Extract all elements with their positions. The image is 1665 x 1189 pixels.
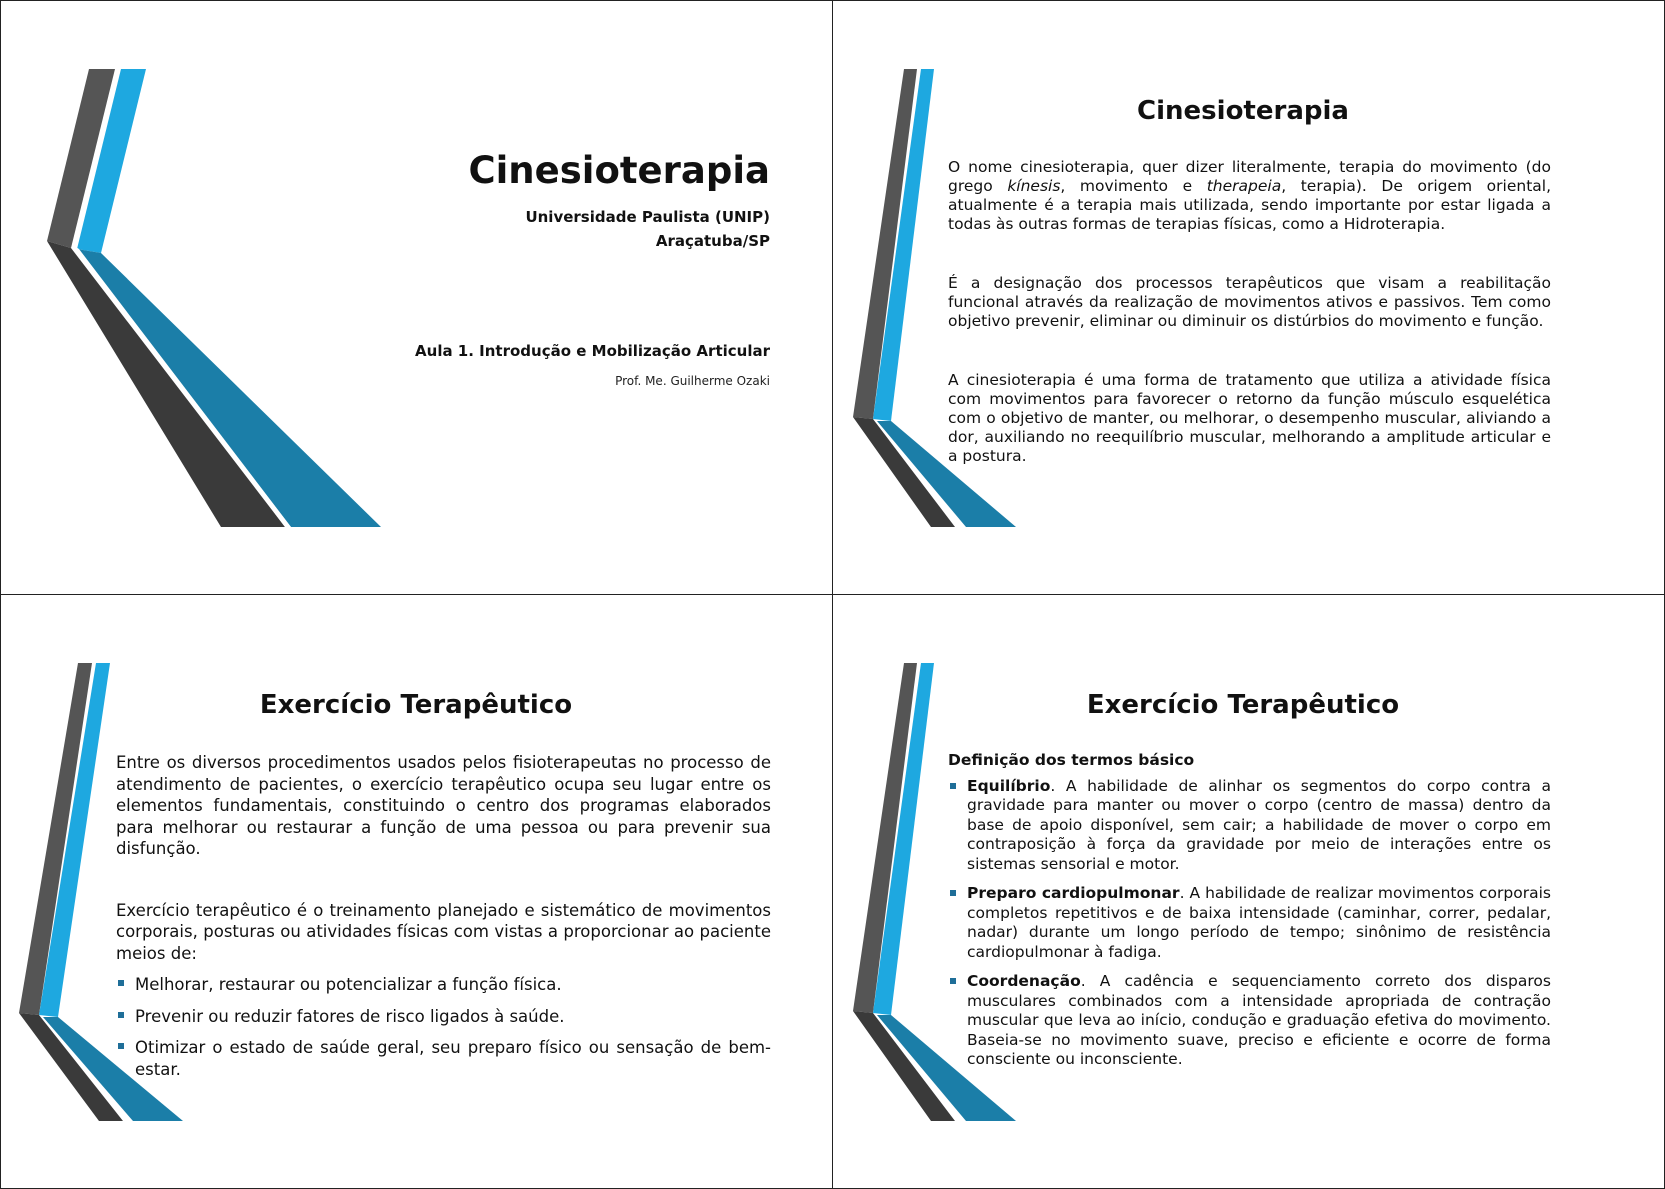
slide3-body: [116, 752, 771, 1090]
paragraph: O nome cinesioterapia, quer dizer literalmente, terapia do movimento (do grego kínesis, movimento e therapeia, terapia). De origem oriental, atualmente é a terapia mais utilizada, sendo importante por estar ligada a todas às outras formas de terapias físicas, como a Hidroterapia.: [948, 158, 1552, 233]
city-name: Araçatuba/SP: [655, 232, 770, 250]
bullet-icon: [118, 1043, 124, 1049]
slide-cinesioterapia: [832, 0, 1665, 595]
definition-list: [948, 777, 1551, 1070]
chevron-decoration: [1, 1, 833, 595]
bullet-icon: [950, 978, 956, 984]
professor-name: Prof. Me. Guilherme Ozaki: [615, 374, 770, 388]
paragraph: Entre os diversos procedimentos usados pelos fisioterapeutas no processo de atendimento de pacientes, o exercício terapêutico ocupa seu lugar entre os elementos fundamentais, constituindo o centro dos programas elaborados para melhorar ou restaurar a função de uma pessoa ou para prevenir sua disfunção.: [116, 753, 771, 858]
bullet-icon: [950, 783, 956, 789]
lesson-title: Aula 1. Introdução e Mobilização Articular: [415, 342, 770, 360]
slide4-body: [948, 751, 1551, 1080]
slide4-title: Exercício Terapêutico: [1086, 690, 1400, 720]
bullet-icon: [118, 1012, 124, 1018]
paragraph: A cinesioterapia é uma forma de tratamento que utiliza a atividade física com movimentos para favorecer o retorno da função músculo esquelética com o objetivo de manter, ou melhorar, o desempenho muscular, aliviando a dor, auxiliando no reequilíbrio muscular, melhorando a amplitude articular e a postura.: [948, 371, 1551, 465]
list-item: Equilíbrio. A habilidade de alinhar os segmentos do corpo contra a gravidade para manter ou mover o corpo (centro de massa) dentro da base de apoio disponível, sem cair; a habilidade de mover o corpo em contraposição à força da gravidade por meio de interações entre os sistemas sensorial e motor.: [948, 777, 1551, 875]
list-item: Coordenação. A cadência e sequenciamento correto dos disparos musculares combinados com a intensidade apropriada de contração muscular que leva ao início, condução e graduação efetiva do movimento. Baseia-se no movimento suave, preciso e eficiente e ocorre de forma consciente ou inconsciente.: [948, 972, 1551, 1070]
slide2-title: Cinesioterapia: [1137, 96, 1349, 126]
slide2-body: [948, 158, 1551, 506]
slide-exercicio-1: [0, 594, 833, 1189]
university-name: Universidade Paulista (UNIP): [525, 208, 770, 226]
list-item: Melhorar, restaurar ou potencializar a função física.: [116, 974, 771, 996]
list-item: Preparo cardiopulmonar. A habilidade de realizar movimentos corporais completos repetitivos e de baixa intensidade (caminhar, correr, pedalar, nadar) durante um longo período de tempo; sinônimo de resistência cardiopulmonar à fadiga.: [948, 884, 1551, 962]
paragraph: É a designação dos processos terapêuticos que visam a reabilitação funcional através da realização de movimentos ativos e passivos. Tem como objetivo prevenir, eliminar ou diminuir os distúrbios do movimento e função.: [948, 274, 1551, 330]
slide-exercicio-2: [832, 594, 1665, 1189]
bullet-icon: [118, 980, 124, 986]
bullet-icon: [950, 890, 956, 896]
list-item: Otimizar o estado de saúde geral, seu preparo físico ou sensação de bem-estar.: [116, 1037, 771, 1080]
list-item: Prevenir ou reduzir fatores de risco ligados à saúde.: [116, 1006, 771, 1028]
section-heading: Definição dos termos básico: [948, 751, 1195, 769]
slide3-title: Exercício Terapêutico: [259, 690, 573, 720]
paragraph: Exercício terapêutico é o treinamento planejado e sistemático de movimentos corporais, posturas ou atividades físicas com vistas a proporcionar ao paciente meios de:: [116, 900, 771, 963]
slide1-title: Cinesioterapia: [468, 149, 770, 192]
bullet-list: [116, 974, 771, 1080]
slide-title: [0, 0, 833, 595]
